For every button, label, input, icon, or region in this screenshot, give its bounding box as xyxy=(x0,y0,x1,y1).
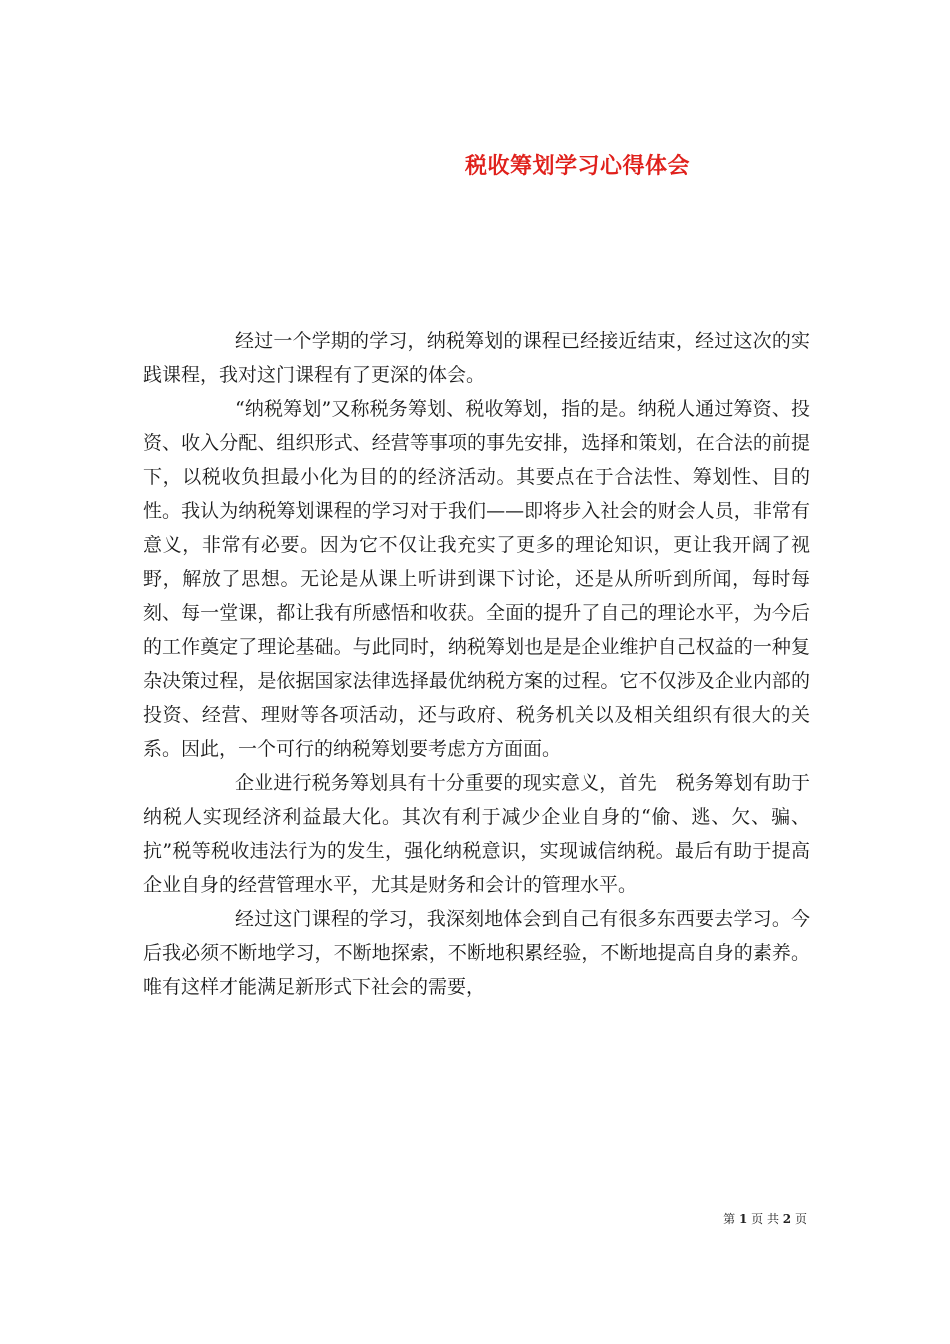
footer-suffix: 页 xyxy=(794,1212,807,1226)
document-title: 税收筹划学习心得体会 xyxy=(464,152,690,179)
current-page-number: 1 xyxy=(738,1212,748,1226)
page-number-footer xyxy=(723,1210,807,1227)
paragraph-3: 企业进行税务筹划具有十分重要的现实意义，首先 税务筹划有助于纳税人实现经济利益最大化。其次有利于减少企业自身的“偷、逃、欠、骗、抗”税等税收违法行为的发生，强化纳税意识，实现诚信纳税。最后有助于提高企业自身的经营管理水平，尤其是财务和会计的管理水平。 xyxy=(143,772,810,896)
paragraph-4: 经过这门课程的学习，我深刻地体会到自己有很多东西要去学习。今后我必须不断地学习，不断地探索，不断地积累经验，不断地提高自身的素养。唯有这样才能满足新形式下社会的需要， xyxy=(143,908,810,998)
total-page-number: 2 xyxy=(782,1212,792,1226)
paragraph-2: “纳税筹划”又称税务筹划、税收筹划，指的是。纳税人通过筹资、投资、收入分配、组织形式、经营等事项的事先安排，选择和策划，在合法的前提下，以税收负担最小化为目的的经济活动。其要点在于合法性、筹划性、目的性。我认为纳税筹划课程的学习对于我们——即将步入社会的财会人员，非常有意义，非常有必要。因为它不仅让我充实了更多的理论知识，更让我开阔了视野，解放了思想。无论是从课上听讲到课下讨论，还是从所听到所闻，每时每刻、每一堂课，都让我有所感悟和收获。全面的提升了自己的理论水平，为今后的工作奠定了理论基础。与此同时，纳税筹划也是是企业维护自己权益的一种复杂决策过程，是依据国家法律选择最优纳税方案的过程。它不仅涉及企业内部的投资、经营、理财等各项活动，还与政府、税务机关以及相关组织有很大的关系。因此，一个可行的纳税筹划要考虑方方面面。 xyxy=(143,398,810,760)
document-body xyxy=(143,324,810,1004)
footer-middle: 页 共 xyxy=(751,1212,779,1226)
paragraph-1: 经过一个学期的学习，纳税筹划的课程已经接近结束，经过这次的实践课程，我对这门课程有了更深的体会。 xyxy=(143,330,810,386)
footer-prefix: 第 xyxy=(723,1212,736,1226)
